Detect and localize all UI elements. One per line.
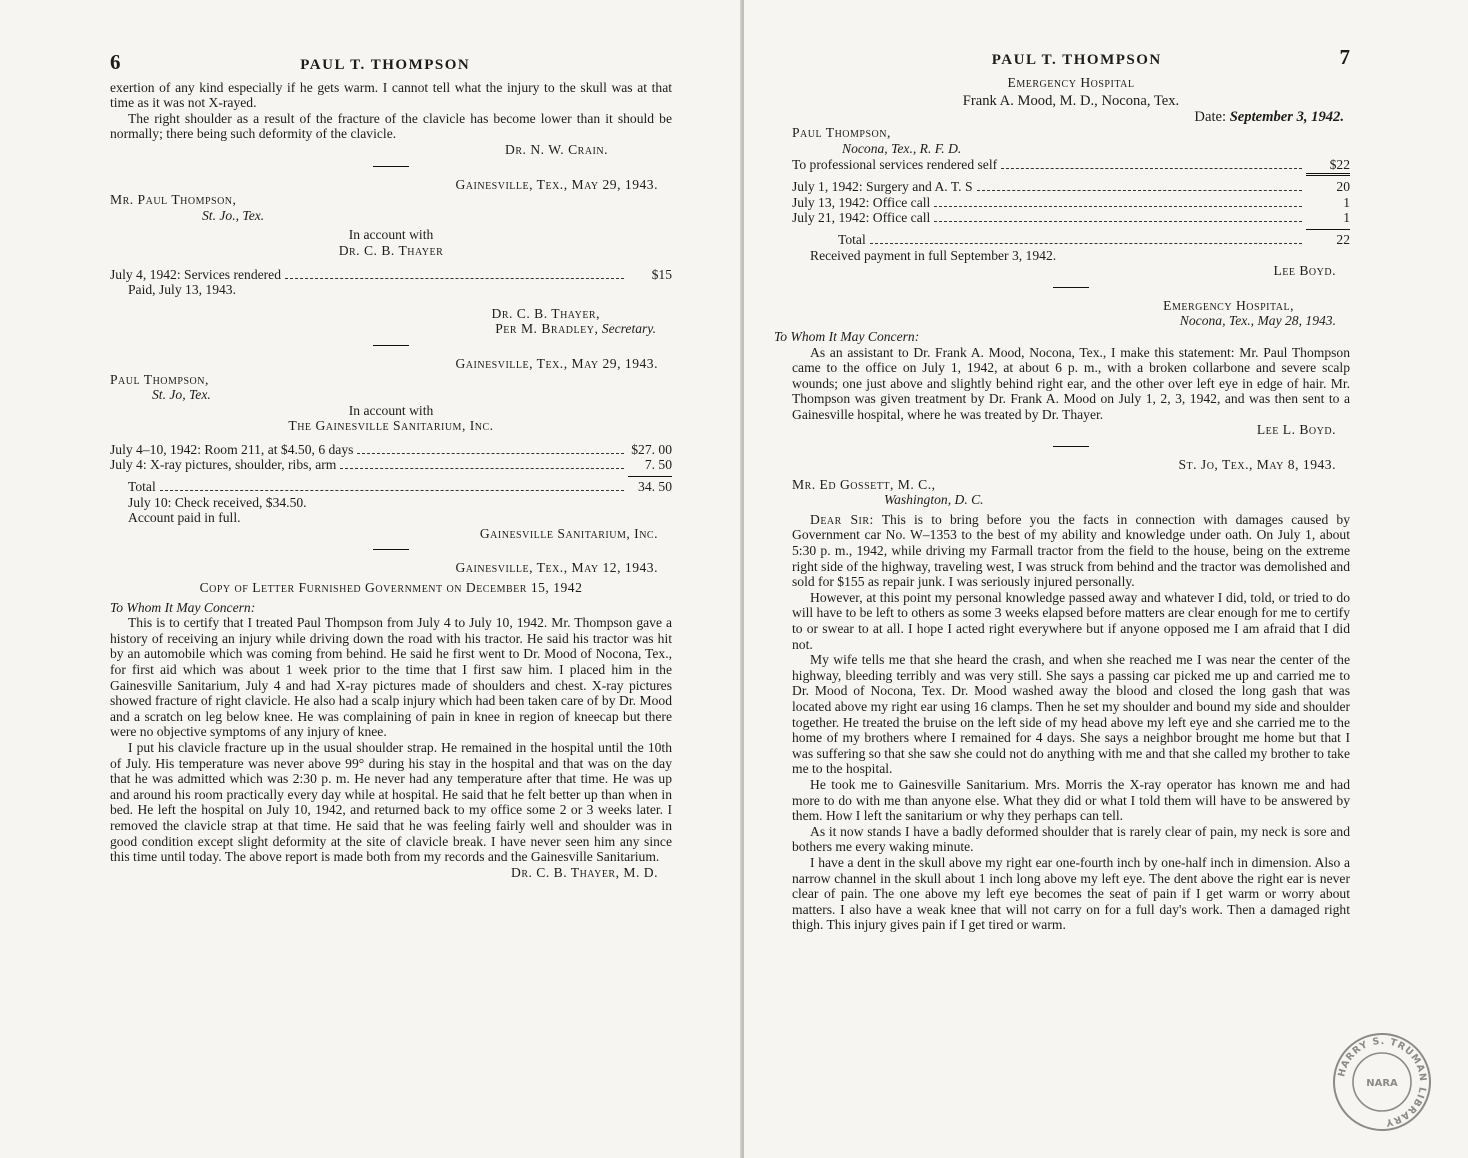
running-header-left [110,50,672,74]
address: Nocona, Tex., R. F. D. [842,140,962,156]
signature: Gainesville Sanitarium, Inc. [479,525,658,541]
hospital-name: Emergency Hospital, [1163,297,1294,313]
paragraph: I put his clavicle fracture up in the usual shoulder strap. He remained in the hospital until the 10th of July. His temperature was never above 99° during his stay in the hospital and that was on the day that he was admitted which was 2:30 p. m. He never had any temperature after that time. He was up and around his room practically every day while at hospital. He said that he felt better up than when in bed. He left the hospital on July 10, 1942, and returned back to my office some 2 or 3 weeks later. I removed the clavicle strap at that time. He said that he was feeling fairly well and shoulder was in good condition except slight deformity at the site of clavicle break. I have never seen him any since this time until today. The above report is made both from my records and the Gainesville Sanitarium. [110,739,672,865]
signature: Lee Boyd. [1273,263,1336,279]
section-divider [373,345,409,346]
bill-date: Date: September 3, 1942. [1194,108,1344,125]
right-page-content [774,45,1350,933]
hospital-name: Emergency Hospital [1007,74,1135,90]
account-with: In account with [348,227,434,243]
bill-line-item [792,179,1350,195]
line-label: July 1, 1942: Surgery and A. T. S [792,179,973,195]
provider-name: Dr. C. B. Thayer [338,242,444,258]
dateline: Gainesville, Tex., May 12, 1943. [455,560,658,576]
salutation: To Whom It May Concern: [110,599,256,615]
running-head-title-left: PAUL T. THOMPSON [300,57,471,73]
letter-heading: Copy of Letter Furnished Government on December 15, 1942 [199,580,583,596]
total-label: Total [128,479,156,495]
dateline: Nocona, Tex., May 28, 1943. [1179,313,1336,329]
dateline: St. Jo, Tex., May 8, 1943. [1178,457,1336,473]
paragraph: However, at this point my personal knowledge passed away and whatever I did, told, or tried to do will have to be left to others as some 3 weeks elapsed before matters are clear enough for me to certify to or swear to at all. I hope I acted right everywhere but if anyone opposed me I am afraid that I did not. [792,589,1350,652]
stamp-center-text: NARA [1366,1078,1398,1089]
total-amount: 22 [1336,231,1350,247]
subtotal-rule [1306,229,1350,230]
paragraph: He took me to Gainesville Sanitarium. Mrs. Morris the X-ray operator has known me and had more to do with me than anyone else. What they did or what I told them will have to be answered by them. How I left the sanitarium or why they perhaps can tell. [792,776,1350,824]
paid-note: Paid, July 13, 1943. [128,282,236,298]
provider-name: The Gainesville Sanitarium, Inc. [288,418,494,434]
paragraph: My wife tells me that she heard the crash, and when she reached me I was near the center of the highway, bleeding terribly and was very still. She says a passing car picked me up and carried me to Dr. Mood of Nocona, Tex. Dr. Mood washed away the blood and closed the long gash that was located above my right ear using 16 clamps. Then he set my shoulder and bound my side and shoulder together. He treated the bruise on the left side of my head above my left eye and she carried me to the home of my brothers where I remained for 4 days. She says a neighbor brought me home but that I was suffering so that she saw she could not do anything with me and that she called my brother to take me to the hospital. [792,652,1350,777]
dateline: Gainesville, Tex., May 29, 1943. [455,176,658,192]
line-amount: 7. 50 [644,457,672,473]
bill-total [110,479,672,495]
library-stamp-icon [1330,1030,1434,1134]
signature: Dr. C. B. Thayer, [491,305,600,321]
signature: Lee L. Boyd. [1256,422,1336,438]
section-divider [1053,446,1089,447]
section-divider [373,166,409,167]
line-amount: $27. 00 [631,441,672,457]
line-amount: 1 [1343,194,1350,210]
bill-line-item [792,157,1350,173]
addressee: Mr. Ed Gossett, M. C., [792,476,936,492]
paragraph: As it now stands I have a badly deformed shoulder that is rarely clear of pain, my neck is sore and bothers me every waking minute. [792,823,1350,855]
signature: Dr. N. W. Crain. [505,141,608,157]
line-label: July 4: X-ray pictures, shoulder, ribs, arm [110,457,337,473]
line-label: July 13, 1942: Office call [792,194,931,210]
total-amount: 34. 50 [638,479,672,495]
section-divider [373,549,409,550]
line-label: July 21, 1942: Office call [792,210,931,226]
section-divider [1053,287,1089,288]
line-label: July 4, 1942: Services rendered [110,266,282,282]
subtotal-rule [628,476,672,477]
right-page [744,0,1468,1158]
paragraph: I have a dent in the skull above my right ear one-fourth inch by one-half inch in dimension. Also a narrow channel in the skull about 1 inch long above my left eye. The dent above the right ear is never clear of pain. The one above my left eye becomes the seat of pain if I get warm or worry about matters. I also have a weak knee that will not carry on for a full day's work. Then a damaged right thigh. This injury gives pain if I get tired or warm. [792,854,1350,933]
line-label: To professional services rendered self [792,156,998,172]
bill-line-item [110,442,672,458]
paragraph: The right shoulder as a result of the fracture of the clavicle has become lower than it should be normally; there being such deformity of the clavicle. [110,110,672,142]
line-label: July 4–10, 1942: Room 211, at $4.50, 6 days [110,441,354,457]
paid-note: Account paid in full. [128,510,241,526]
addressee: Paul Thompson, [110,371,209,387]
stamp-ring-text: HARRY S. TRUMAN LIBRARY [1336,1035,1429,1128]
bill-line-item [792,210,1350,226]
addressee: Mr. Paul Thompson, [110,192,237,208]
addressee: Paul Thompson, [792,125,891,141]
double-rule [1306,173,1350,176]
paragraph: exertion of any kind especially if he gets warm. I cannot tell what the injury to the skull was at that time as it was not X-rayed. [110,79,672,111]
address: Washington, D. C. [884,492,984,508]
page-number-right: 7 [1339,45,1350,69]
bill-line-item [792,195,1350,211]
line-amount: 20 [1336,179,1350,195]
bill-total [792,232,1350,248]
signature: Dr. C. B. Thayer, M. D. [511,864,658,880]
left-page-content [110,50,672,880]
paragraph: Dear Sir: This is to bring before you the facts in connection with damages caused by Government car No. W–1353 to the best of my ability and knowledge under oath. On July 1, about 5:30 p. m., 1942, while driving my Farmall tractor from the field to the house, being on the extreme right side of the highway, traveling west, I was struck from behind and the tractor was demolished and sold for $155 as repair junk. I was seriously injured personally. [792,511,1350,590]
check-note: July 10: Check received, $34.50. [128,494,307,510]
paragraph: This is to certify that I treated Paul Thompson from July 4 to July 10, 1942. Mr. Thompson gave a history of receiving an injury while driving down the road with his tractor. He said his tractor was hit by an automobile which was coming from behind. He said he first went to Dr. Mood of Nocona, Tex., for first aid which was about 1 week prior to the time that I first saw him. I placed him in the Gainesville Sanitarium, July 4 and had X-ray pictures made of shoulders and chest. X-ray pictures showed fracture of right clavicle. He also had a scalp injury which had been taken care of by Dr. Mood and a scratch on leg below knee. He was complaining of pain in knee in region of kneecap but there were no objective symptoms of any injury of knee. [110,615,672,740]
dateline: Gainesville, Tex., May 29, 1943. [455,355,658,371]
account-with: In account with [348,402,434,418]
address: St. Jo, Tex. [152,387,211,403]
page-number-left: 6 [110,50,121,74]
received-note: Received payment in full September 3, 1942. [810,247,1057,263]
running-header-right [792,45,1350,69]
line-amount: $22 [1329,156,1350,172]
address: St. Jo., Tex. [202,207,265,223]
running-head-title-right: PAUL T. THOMPSON [991,52,1162,68]
total-label: Total [838,231,866,247]
salutation: To Whom It May Concern: [774,328,920,344]
bill-line-item [110,267,672,283]
line-amount: $15 [651,266,672,282]
doctor-name: Frank A. Mood, M. D., Nocona, Tex. [962,93,1180,110]
paragraph: As an assistant to Dr. Frank A. Mood, Nocona, Tex., I make this statement: Mr. Paul Thompson came to the office on July 1, 1942, at about 6 p. m., with a broken collarbone and severe scalp wounds; one just above and slightly behind right ear, and the other over left eye in edge of hair. Mr. Thompson was given treatment by Dr. Frank A. Mood on July 1, 2, 3, 1942, and was then sent to a Gainesville hospital, where he was treated by Dr. Thayer. [792,344,1350,422]
line-amount: 1 [1343,210,1350,226]
bill-line-item [110,457,672,473]
signature-per: Per M. Bradley, Secretary. [495,321,656,337]
